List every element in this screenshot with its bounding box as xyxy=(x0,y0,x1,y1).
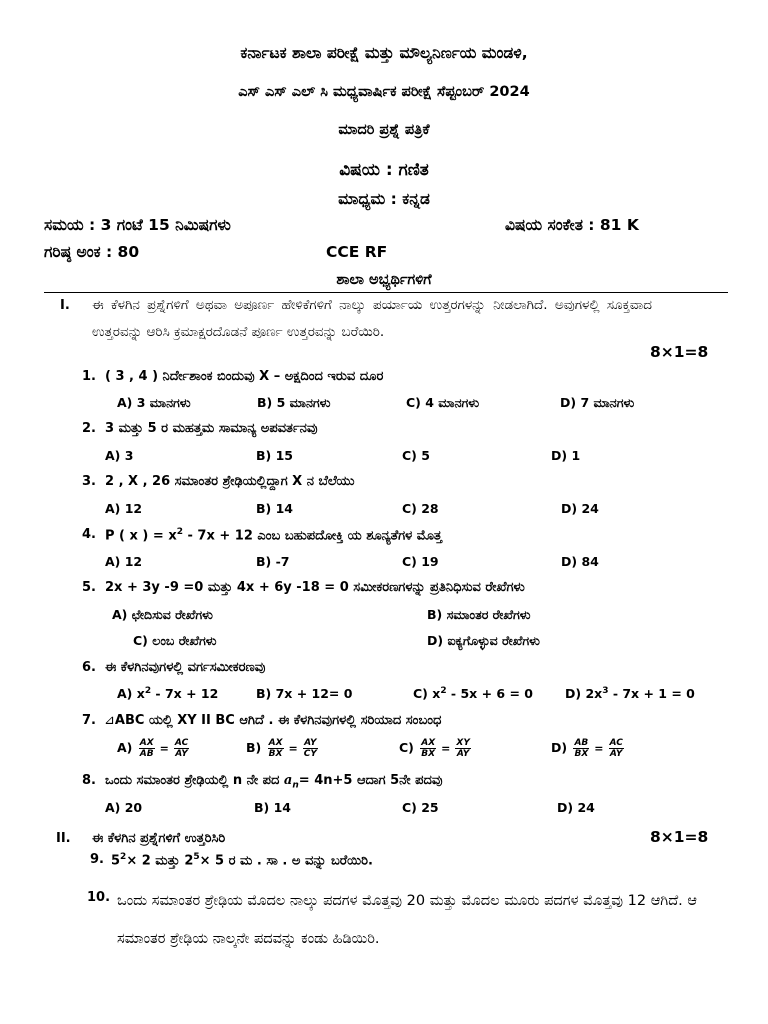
option-d: D) 7 ಮಾನಗಳು xyxy=(560,395,635,410)
candidates-heading: ಶಾಲಾ ಅಭ್ಯರ್ಥಿಗಳಿಗೆ xyxy=(336,272,432,288)
board-name: ಕರ್ನಾಟಕ ಶಾಲಾ ಪರೀಕ್ಷೆ ಮತ್ತು ಮೌಲ್ಯನಿರ್ಣಯ ಮಂಡಳಿ, xyxy=(240,44,528,62)
option-a: A) 20 xyxy=(105,800,143,815)
question-text: $5^2\times 2$ ಮತ್ತು $2^5\times 5$ ರ ಮ . ಸಾ . ಅ ವನ್ನು ಬರೆಯಿರಿ. xyxy=(111,852,373,869)
exam-title: ಎಸ್ ಎಸ್ ಎಲ್ ಸಿ ಮಧ್ಯವಾರ್ಷಿಕ ಪರೀಕ್ಷೆ ಸೆಪ್ಟಂಬರ್ 2024 xyxy=(238,84,530,100)
question-number: 8. xyxy=(82,773,96,788)
option-d: D) $2x^3 - 7x + 1 = 0$ xyxy=(565,686,695,702)
section-1-instruction: ಈ ಕೆಳಗಿನ ಪ್ರಶ್ನೆಗಳಿಗೆ ಅಥವಾ ಅಪೂರ್ಣ ಹೇಳಿಕೆಗಳಿಗೆ ನಾಲ್ಕು ಪರ್ಯಾಯ ಉತ್ತರಗಳನ್ನು ನೀಡಲಾಗಿದೆ. ಅವುಗಳಲ್ಲಿ ಸೂಕ್ತವಾದ ಉತ್ತರವನ್ನು ಆರಿಸಿ ಕ್ರಮಾಕ್ಷರದೊಡನೆ ಪೂರ್ಣ ಉತ್ತರವನ್ನು ಬರೆಯಿರಿ. xyxy=(92,297,652,340)
subject-code: ವಿಷಯ ಸಂಕೇತ : 81 K xyxy=(505,216,639,234)
option-a: A) ಛೇದಿಸುವ ರೇಖೆಗಳು xyxy=(112,607,213,622)
question-number: 7. xyxy=(82,713,96,728)
section-1-numeral: I. xyxy=(60,298,70,313)
max-marks: ಗರಿಷ್ಠ ಅಂಕ : 80 xyxy=(44,243,140,261)
paper-type: ಮಾದರಿ ಪ್ರಶ್ನೆ ಪತ್ರಿಕೆ xyxy=(338,122,430,138)
option-c: C) $\frac{AX}{BX}$ = $\frac{XY}{AY}$ xyxy=(399,738,470,759)
option-a: A) 12 xyxy=(105,501,143,516)
question-text: ( 3 , 4 ) ನಿರ್ದೇಶಾಂಕ ಬಿಂದುವು X – ಅಕ್ಷದಿಂದ ಇರುವ ದೂರ xyxy=(105,369,384,384)
question-text: 2x + 3y -9 =0 ಮತ್ತು 4x + 6y -18 = 0 ಸಮೀಕರಣಗಳನ್ನು ಪ್ರತಿನಿಧಿಸುವ ರೇಖೆಗಳು xyxy=(105,580,525,595)
question-text: 3 ಮತ್ತು 5 ರ ಮಹತ್ತಮ ಸಾಮಾನ್ಯ ಅಪವರ್ತನವು xyxy=(105,421,318,436)
section-2-numeral: II. xyxy=(56,831,71,846)
option-b: B) 14 xyxy=(254,800,291,815)
triangle-symbol: ⊿ xyxy=(104,713,115,728)
option-d: D) 1 xyxy=(551,448,581,463)
option-c: C) 19 xyxy=(402,554,439,569)
option-d: D) 24 xyxy=(557,800,595,815)
section-2-marks: 8×1=8 xyxy=(650,828,709,846)
question-number: 5. xyxy=(82,580,96,595)
option-d: D) $\frac{AB}{BX}$ = $\frac{AC}{AY}$ xyxy=(551,738,623,759)
question-number: 10. xyxy=(87,890,111,905)
option-c: C) 4 ಮಾನಗಳು xyxy=(406,395,480,410)
question-text: ಈ ಕೆಳಗಿನವುಗಳಲ್ಲಿ ವರ್ಗಸಮೀಕರಣವು xyxy=(105,660,266,675)
option-b: B) $\frac{AX}{BX}$ = $\frac{AY}{CY}$ xyxy=(246,738,317,759)
option-a: A) $\frac{AX}{AB}$ = $\frac{AC}{AY}$ xyxy=(117,738,189,759)
option-a: A) 12 xyxy=(105,554,143,569)
option-d: D) ಐಕ್ಯಗೊಳ್ಳುವ ರೇಖೆಗಳು xyxy=(427,633,540,648)
option-a: A) $x^2 - 7x + 12$ xyxy=(117,686,219,702)
question-number: 3. xyxy=(82,474,96,489)
time-allowed: ಸಮಯ : 3 ಗಂಟೆ 15 ನಿಮಿಷಗಳು xyxy=(44,216,231,234)
option-d: D) 84 xyxy=(561,554,599,569)
cce-label: CCE RF xyxy=(326,243,388,261)
question-text: ಒಂದು ಸಮಾಂತರ ಶ್ರೇಢಿಯ ಮೊದಲ ನಾಲ್ಕು ಪದಗಳ ಮೊತ್ತವು 20 ಮತ್ತು ಮೊದಲ ಮೂರು ಪದಗಳ ಮೊತ್ತವು 12 ಆಗಿದೆ. ಆ ಸಮಾಂತರ ಶ್ರೇಢಿಯ ನಾಲ್ಕನೇ ಪದವನ್ನು ಕಂಡು ಹಿಡಿಯಿರಿ. xyxy=(117,893,697,947)
option-b: B) 5 ಮಾನಗಳು xyxy=(257,395,331,410)
section-2-instruction: ಈ ಕೆಳಗಿನ ಪ್ರಶ್ನೆಗಳಿಗೆ ಉತ್ತರಿಸಿರಿ xyxy=(92,831,226,846)
option-c: C) $x^2 - 5x + 6 = 0$ xyxy=(413,686,533,702)
option-c: C) 25 xyxy=(402,800,439,815)
option-c: C) ಲಂಬ ರೇಖೆಗಳು xyxy=(133,633,217,648)
section-1-marks: 8×1=8 xyxy=(650,343,709,361)
question-text: ⊿ABC ಯಲ್ಲಿ XY II BC ಆಗಿದೆ . ಈ ಕೆಳಗಿನವುಗಳಲ್ಲಿ ಸರಿಯಾದ ಸಂಬಂಧ xyxy=(104,713,442,728)
option-c: C) 5 xyxy=(402,448,430,463)
option-a: A) 3 xyxy=(105,448,134,463)
question-number: 6. xyxy=(82,660,96,675)
option-b: B) 14 xyxy=(256,501,293,516)
option-a: A) 3 ಮಾನಗಳು xyxy=(117,395,191,410)
option-b: B) 15 xyxy=(256,448,293,463)
option-b: B) -7 xyxy=(256,554,290,569)
medium: ಮಾಧ್ಯಮ : ಕನ್ನಡ xyxy=(338,190,430,208)
question-number: 4. xyxy=(82,527,96,542)
option-b: B) ಸಮಾಂತರ ರೇಖೆಗಳು xyxy=(427,607,531,622)
question-text: P ( x ) = $x^2 - 7x + 12$ ಎಂಬ ಬಹುಪದೋಕ್ತಿ ಯ ಶೂನ್ಯತೆಗಳ ಮೊತ್ತ xyxy=(105,527,442,544)
question-text: ಒಂದು ಸಮಾಂತರ ಶ್ರೇಢಿಯಲ್ಲಿ n ನೇ ಪದ $a_n= 4n+5$ ಆದಾಗ 5ನೇ ಪದವು xyxy=(105,773,443,791)
option-b: B) 7x + 12= 0 xyxy=(256,686,353,701)
question-number: 1. xyxy=(82,369,96,384)
question-number: 2. xyxy=(82,421,96,436)
question-text: 2 , X , 26 ಸಮಾಂತರ ಶ್ರೇಢಿಯಲ್ಲಿದ್ದಾಗ X ನ ಬೆಲೆಯು xyxy=(105,474,355,489)
option-d: D) 24 xyxy=(561,501,599,516)
question-number: 9. xyxy=(90,852,104,867)
subject: ವಿಷಯ : ಗಣಿತ xyxy=(339,160,429,180)
option-c: C) 28 xyxy=(402,501,439,516)
